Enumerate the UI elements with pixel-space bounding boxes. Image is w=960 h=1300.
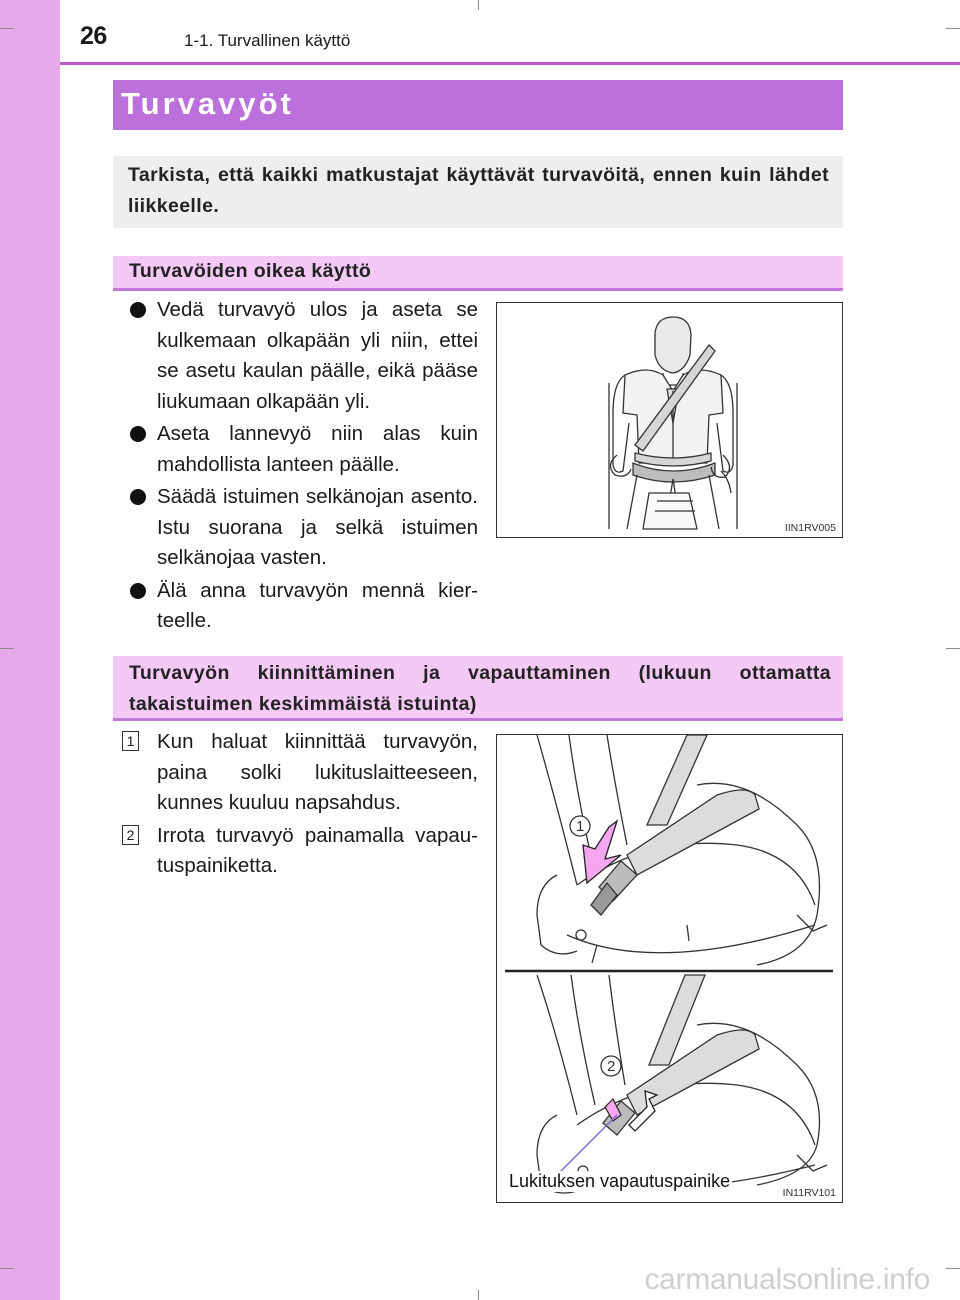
bullet-icon bbox=[130, 489, 146, 505]
buckle-drawing bbox=[497, 735, 842, 1202]
figure-code: IN11RV101 bbox=[782, 1187, 836, 1199]
section-heading-correct-use bbox=[113, 256, 843, 291]
crop-mark bbox=[0, 648, 14, 649]
crop-mark bbox=[478, 0, 479, 10]
bullet-icon bbox=[130, 302, 146, 318]
crop-mark bbox=[0, 28, 14, 29]
seatbelt-buckle-illustration bbox=[496, 734, 843, 1203]
list-item bbox=[128, 821, 478, 882]
list-item bbox=[128, 295, 478, 417]
page-title-bar bbox=[113, 80, 843, 130]
list-item bbox=[128, 576, 478, 637]
header-divider bbox=[60, 62, 960, 65]
crop-mark bbox=[946, 648, 960, 649]
page-number: 26 bbox=[80, 22, 107, 50]
section-heading-text: takaistuimen keskimmäistä istuinta) bbox=[129, 693, 477, 715]
list-item bbox=[128, 727, 478, 819]
list-item bbox=[128, 419, 478, 480]
passenger-drawing bbox=[497, 303, 842, 537]
crop-mark bbox=[478, 1290, 479, 1300]
figure-code: IIN1RV005 bbox=[784, 522, 836, 534]
watermark: carmanualsonline.info bbox=[644, 1263, 930, 1296]
page-title: Turvavyöt bbox=[121, 86, 294, 121]
crop-mark bbox=[946, 28, 960, 29]
release-button-label: Lukituksen vapautuspainike bbox=[509, 1171, 731, 1191]
chapter-title: 1-1. Turvallinen käyttö bbox=[184, 31, 351, 50]
side-tab-strip bbox=[0, 0, 60, 1300]
bullet-icon bbox=[130, 583, 146, 599]
step-text: Irrota turvavyö painamalla vapau-tuspainiketta. bbox=[157, 823, 478, 877]
list-item bbox=[128, 482, 478, 574]
section-heading-text: Turvavöiden oikea käyttö bbox=[129, 260, 372, 282]
callout-number: 2 bbox=[607, 1058, 616, 1075]
intro-box bbox=[113, 156, 843, 228]
bullet-icon bbox=[130, 426, 146, 442]
bullet-text: Säädä istuimen selkänojan asento. Istu suorana ja selkä istuimen selkänojaa vasten. bbox=[157, 485, 478, 569]
bullet-text: Älä anna turvavyön mennä kier-teelle. bbox=[157, 578, 478, 632]
bullet-text: Vedä turvavyö ulos ja aseta se kulkemaan olkapään yli niin, ettei se asetu kaulan päälle, eikä pääse liukumaan olkapään yli. bbox=[157, 298, 478, 413]
bullet-text: Aseta lannevyö niin alas kuin mahdollista lanteen päälle. bbox=[157, 422, 478, 476]
intro-text: Tarkista, että kaikki matkustajat käyttävät turvavöitä, ennen kuin lähdet liikkeelle. bbox=[128, 164, 829, 217]
step-list bbox=[128, 727, 478, 884]
crop-mark bbox=[946, 1268, 960, 1269]
section-heading-text: Turvavyön kiinnittäminen ja vapauttaminen (lukuun ottamatta bbox=[129, 662, 831, 684]
step-number: 1 bbox=[122, 731, 139, 751]
crop-mark bbox=[0, 1268, 14, 1269]
seated-passenger-illustration bbox=[496, 302, 843, 538]
step-number: 2 bbox=[122, 825, 139, 845]
section-heading-fastening bbox=[113, 656, 843, 721]
bullet-list bbox=[128, 295, 478, 639]
step-text: Kun haluat kiinnittää turvavyön, paina solki lukituslaitteeseen, kunnes kuuluu napsahdus. bbox=[157, 730, 478, 814]
callout-number: 1 bbox=[576, 818, 585, 835]
